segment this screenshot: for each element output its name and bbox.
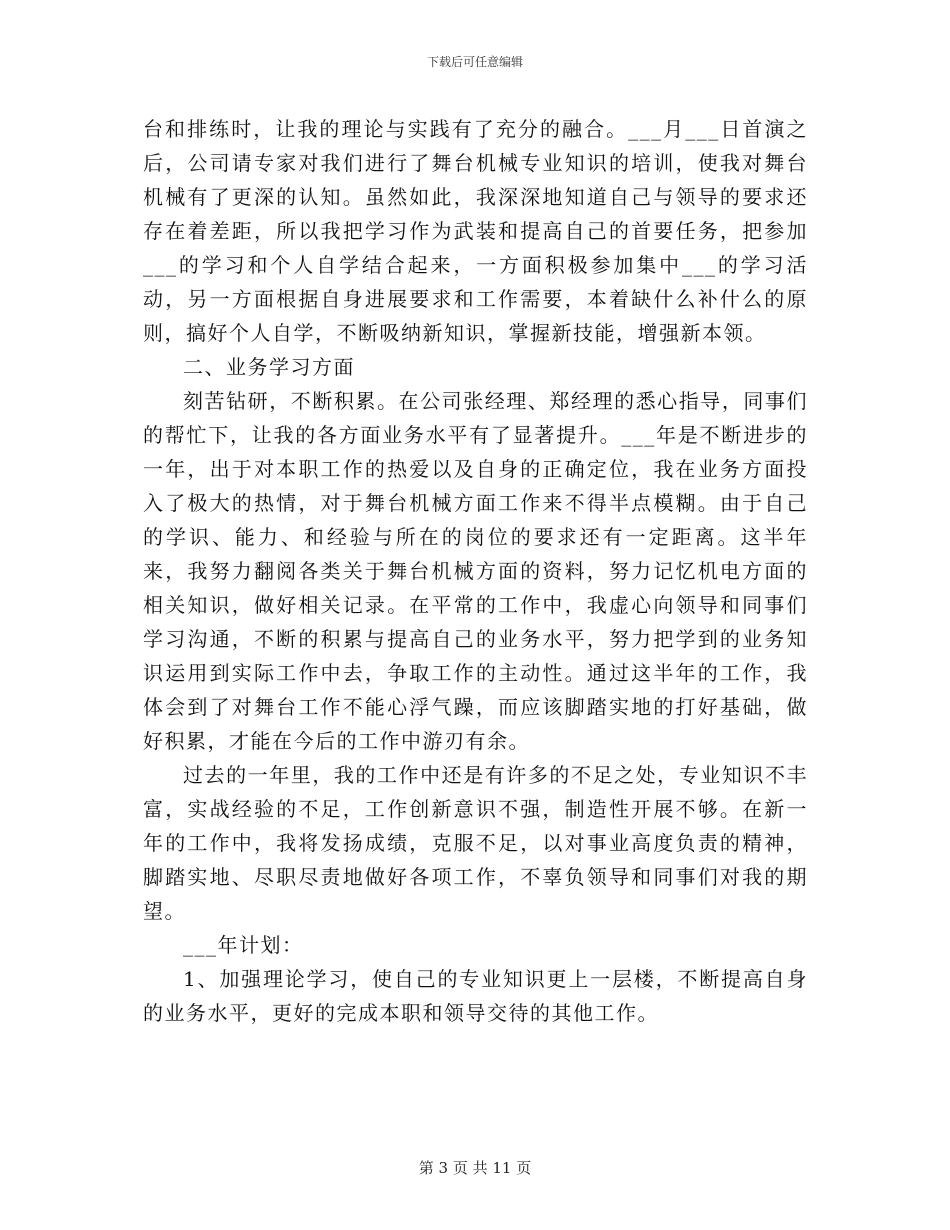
document-body (143, 112, 808, 1030)
page-number: 第 3 页 共 11 页 (418, 1159, 532, 1177)
page-header-note: 下载后可任意编辑 (426, 55, 523, 69)
paragraph-shortcomings: 过去的一年里，我的工作中还是有许多的不足之处，专业知识不丰富，实战经验的不足，工作创新意识不强，制造性开展不够。在新一年的工作中，我将发扬成绩，克服不足，以对事业高度负责的精神，脚踏实地、尽职尽责地做好各项工作，不辜负领导和同事们对我的期望。 (143, 763, 808, 923)
paragraph-continuation: 台和排练时，让我的理论与实践有了充分的融合。___月___日首演之后，公司请专家对我们进行了舞台机械专业知识的培训，使我对舞台机械有了更深的认知。虽然如此，我深深地知道自己与领导的要求还存在着差距，所以我把学习作为武装和提高自己的首要任务，把参加___的学习和个人自学结合起来，一方面积极参加集中___的学习活动，另一方面根据自身进展要求和工作需要，本着缺什么补什么的原则，搞好个人自学，不断吸纳新知识，掌握新技能，增强新本领。 (143, 117, 808, 345)
plan-item-1: 1、加强理论学习，使自己的专业知识更上一层楼，不断提高自身的业务水平，更好的完成本职和领导交待的其他工作。 (143, 967, 808, 1025)
paragraph-business-study: 刻苦钻研，不断积累。在公司张经理、郑经理的悉心指导，同事们的帮忙下，让我的各方面业务水平有了显著提升。___年是不断进步的一年，出于对本职工作的热爱以及自身的正确定位，我在业务方面投入了极大的热情，对于舞台机械方面工作来不得半点模糊。由于自己的学识、能力、和经验与所在的岗位的要求还有一定距离。这半年来，我努力翻阅各类关于舞台机械方面的资料，努力记忆机电方面的相关知识，做好相关记录。在平常的工作中，我虚心向领导和同事们学习沟通，不断的积累与提高自己的业务水平，努力把学到的业务知识运用到实际工作中去，争取工作的主动性。通过这半年的工作，我体会到了对舞台工作不能心浮气躁，而应该脚踏实地的打好基础，做好积累，才能在今后的工作中游刃有余。 (143, 389, 808, 753)
section-heading: 二、业务学习方面 (183, 355, 355, 379)
plan-heading: ___年计划： (183, 933, 304, 957)
